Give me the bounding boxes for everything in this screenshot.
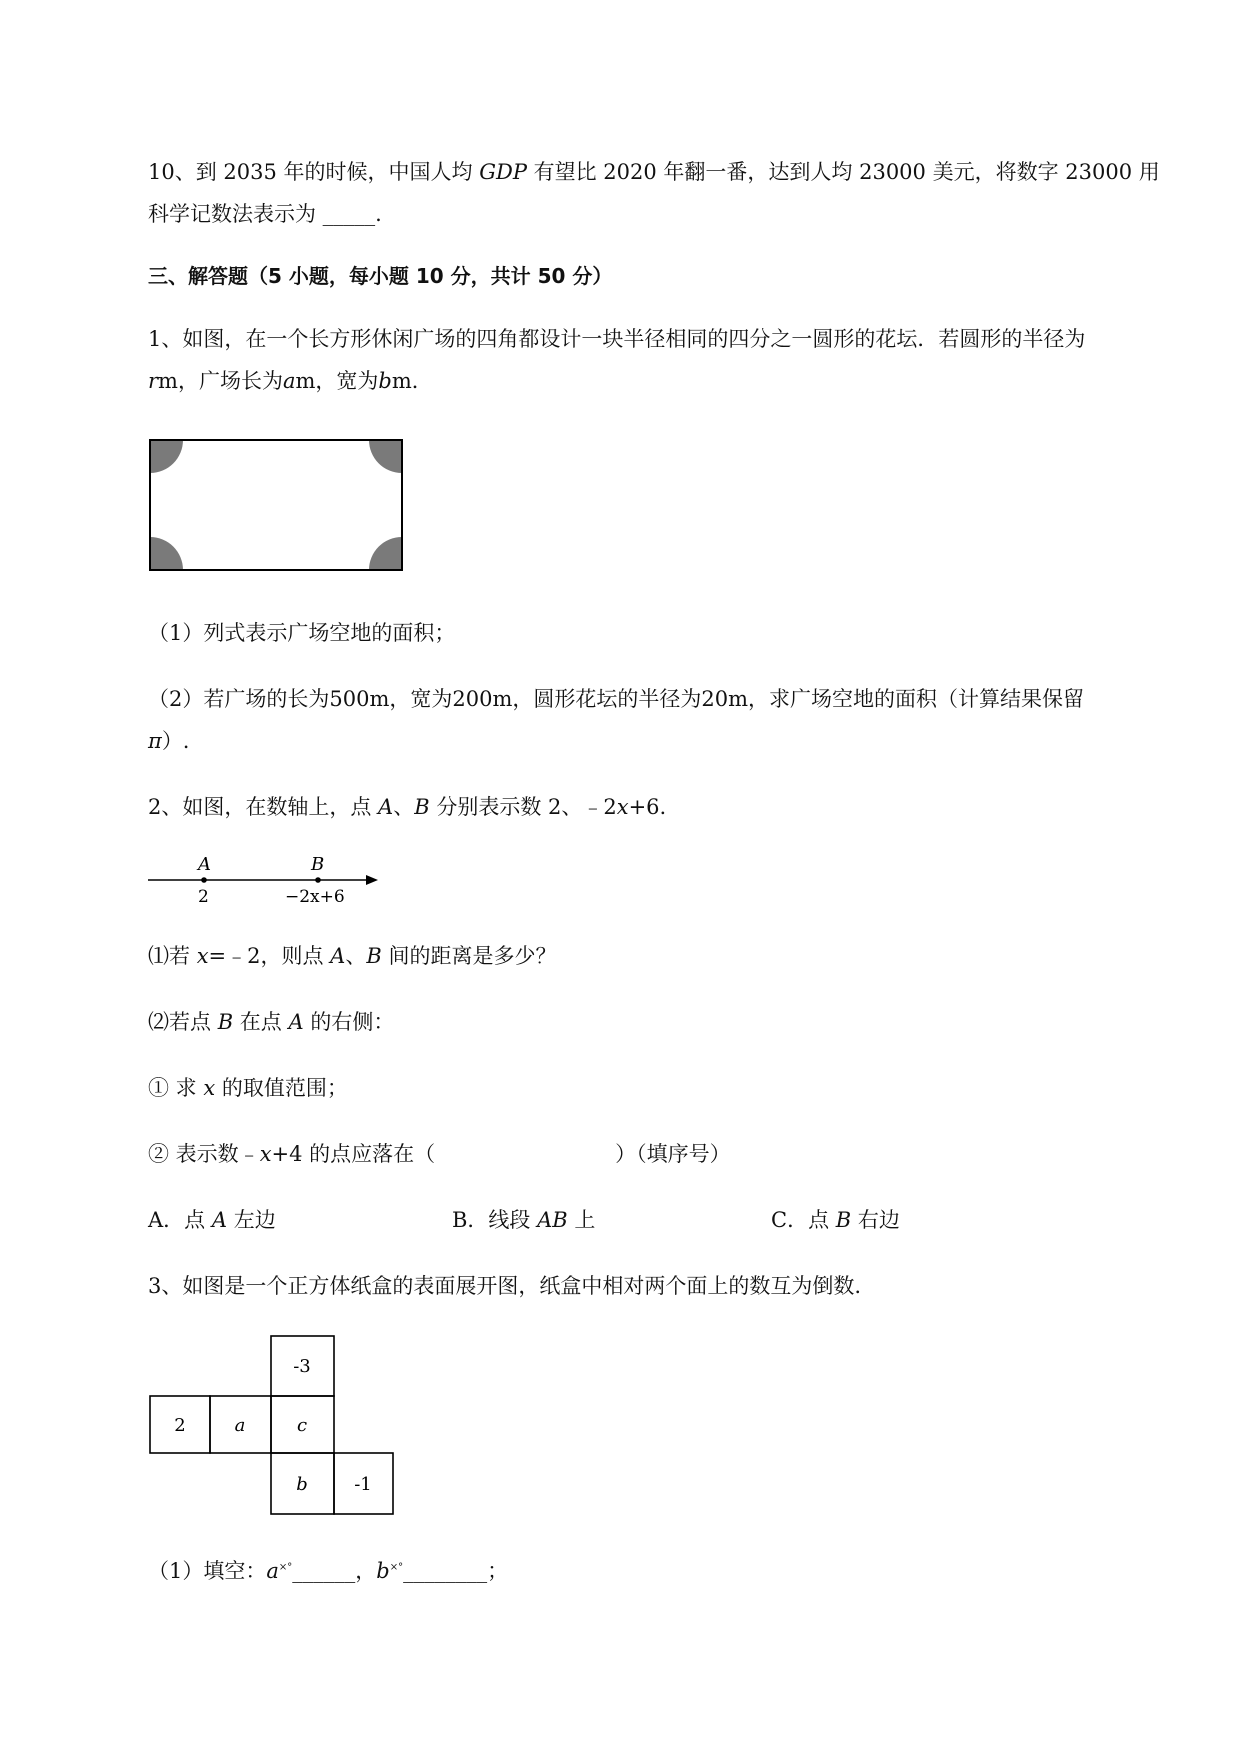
q2-text: ）（填序号）: [615, 1142, 731, 1166]
q1-text: m，广场长为: [158, 369, 283, 393]
option-text: 上: [567, 1208, 596, 1232]
q1-part-2-line-1: （2）若广场的长为500m，宽为200m，圆形花坛的半径为20m，求广场空地的面积（计算结果保留: [148, 687, 1084, 711]
q2-part-1: [148, 941, 556, 971]
q1-text: m，宽为: [295, 369, 379, 393]
point-a-dot: [201, 877, 207, 883]
q2-text: 、: [393, 795, 415, 819]
net-value-top: -3: [293, 1356, 311, 1377]
q2-text: ⑵若点: [148, 1010, 218, 1034]
q2-segment-ab: AB: [537, 1208, 568, 1232]
q1-text: ）.: [161, 729, 190, 753]
q3-part-1: [148, 1553, 508, 1586]
net-value-left: 2: [174, 1415, 186, 1436]
net-value-right: -1: [354, 1474, 372, 1495]
cube-net-figure: [148, 1334, 398, 1518]
q2-point-a: A: [288, 1010, 304, 1034]
q2-text: +4 的点应落在（: [271, 1142, 436, 1166]
q2-text: ② 表示数﹣: [148, 1142, 260, 1166]
q1-text: m．: [391, 369, 433, 393]
q3-text: ______，: [292, 1559, 377, 1583]
q1-line-1: 1、如图，在一个长方形休闲广场的四角都设计一块半径相同的四分之一圆形的花坛．若圆形的半径为: [148, 327, 1086, 351]
q2-point-a: A: [378, 795, 394, 819]
q1-var-b: b: [378, 369, 392, 393]
q3-text: ________；: [403, 1559, 509, 1583]
q2-stem: [148, 792, 666, 822]
q2-text: 在点: [233, 1010, 289, 1034]
net-value-b: b: [296, 1474, 308, 1495]
q10-gdp: GDP: [479, 160, 527, 184]
q3-stem: 3、如图是一个正方体纸盒的表面展开图，纸盒中相对两个面上的数互为倒数.: [148, 1274, 862, 1298]
garbled-mark: ×°: [389, 1562, 404, 1573]
q2-point-b: B: [835, 1208, 852, 1232]
option-text: B．线段: [452, 1208, 538, 1232]
q2-var-x: x: [203, 1076, 216, 1100]
q1-part-1: （1）列式表示广场空地的面积；: [148, 621, 456, 645]
q1-var-r: r: [148, 369, 159, 393]
plaza-rectangle-figure: [148, 438, 408, 575]
q10-line-1: [148, 157, 1160, 187]
q3-text: （1）填空：: [148, 1559, 267, 1583]
q2-var-x: x: [259, 1142, 272, 1166]
q2-sub-1: [148, 1073, 348, 1103]
q2-text: ⑴若: [148, 944, 197, 968]
q2-text: =﹣2，则点: [208, 944, 331, 968]
q2-text: 2、如图，在数轴上，点: [148, 795, 379, 819]
q3-var-a: a: [266, 1559, 279, 1583]
garbled-mark: ×°: [278, 1562, 293, 1573]
q2-option-c: [771, 1205, 900, 1235]
q2-text: 间的距离是多少？: [381, 944, 557, 968]
option-text: A．点: [148, 1208, 212, 1232]
section-3-heading: 三、解答题（5 小题，每小题 10 分，共计 50 分）: [148, 264, 613, 288]
q2-text: 、: [345, 944, 367, 968]
q2-part-2: [148, 1007, 394, 1037]
point-a-value: 2: [198, 887, 209, 907]
point-b-value: −2x+6: [285, 887, 345, 907]
q10-text: 10、到 2035 年的时候，中国人均: [148, 160, 480, 184]
q2-text: +6.: [628, 795, 667, 819]
q2-point-b: B: [217, 1010, 234, 1034]
option-text: C．点: [771, 1208, 836, 1232]
flowerbed-top-left: [148, 438, 183, 473]
q10-text: 有望比 2020 年翻一番，达到人均 23000 美元，将数字 23000 用: [526, 160, 1160, 184]
q2-var-x: x: [196, 944, 209, 968]
q1-var-a: a: [282, 369, 296, 393]
q2-point-b: B: [414, 795, 430, 819]
q1-part-2-line-2: [148, 726, 190, 756]
q2-point-a: A: [211, 1208, 228, 1232]
q2-var-x: x: [616, 795, 629, 819]
q2-text: 的右侧：: [303, 1010, 395, 1034]
option-text: 左边: [227, 1208, 276, 1232]
q2-option-a: [148, 1205, 276, 1235]
q10-line-2: 科学记数法表示为 _____.: [148, 202, 382, 226]
point-b-label: B: [311, 854, 325, 875]
q2-text: 的取值范围；: [215, 1076, 348, 1100]
q2-point-a: A: [330, 944, 346, 968]
q2-option-b: [452, 1205, 595, 1235]
plaza-outline: [150, 440, 402, 570]
q1-line-2: [148, 366, 433, 396]
q2-point-b: B: [366, 944, 382, 968]
net-value-c: c: [296, 1415, 308, 1436]
q2-text: 分别表示数 2、﹣2: [429, 795, 617, 819]
q3-var-b: b: [376, 1559, 390, 1583]
number-line-figure: [148, 850, 388, 912]
point-b-dot: [315, 877, 321, 883]
option-text: 右边: [851, 1208, 900, 1232]
point-a-label: A: [198, 854, 211, 875]
pi-symbol: π: [148, 729, 162, 753]
number-line-arrow: [366, 875, 378, 885]
q2-text: ① 求: [148, 1076, 204, 1100]
net-value-a: a: [234, 1415, 246, 1436]
q2-sub-2: [148, 1139, 731, 1169]
